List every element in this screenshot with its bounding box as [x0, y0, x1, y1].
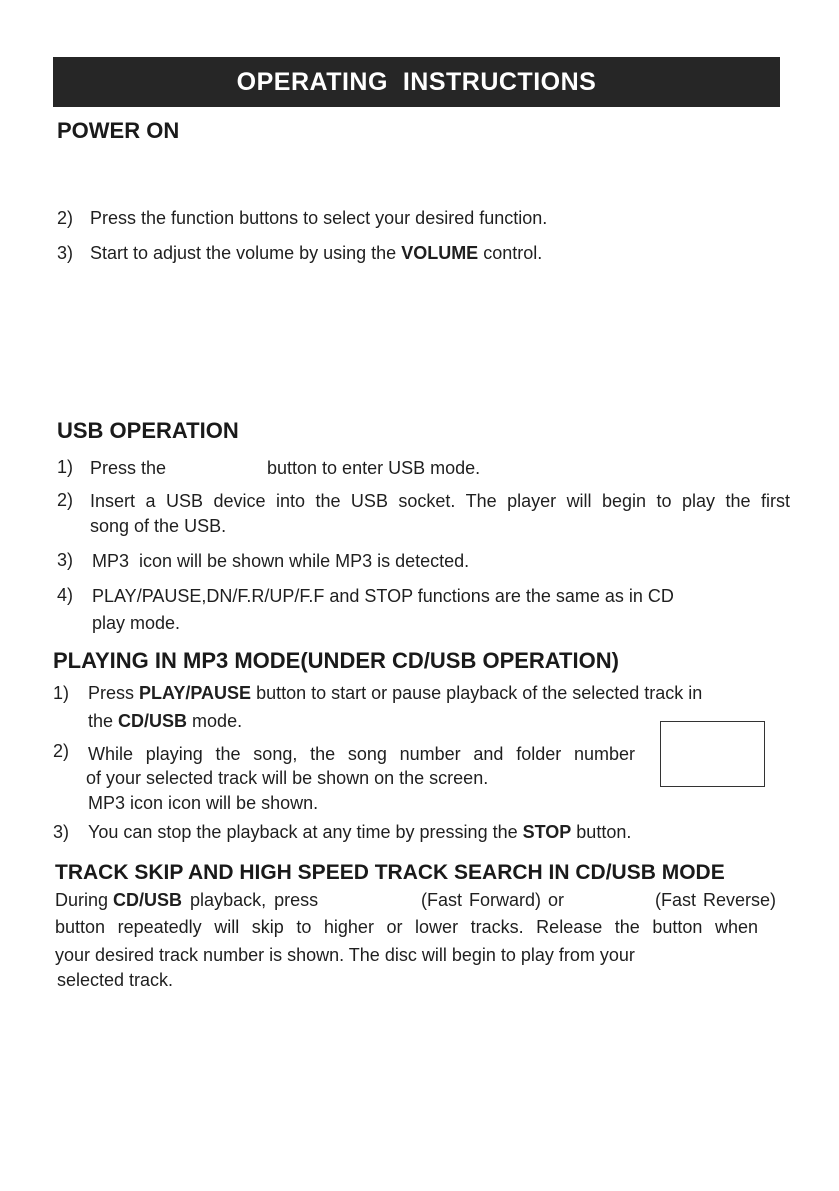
- mp3-item-2-number: 2): [53, 741, 70, 761]
- power-on-heading: POWER ON: [57, 118, 180, 143]
- usb-item-1-text-start: Press the: [90, 458, 167, 478]
- usb-item-2-line-2: song of the USB.: [90, 516, 227, 536]
- usb-item-2-line-1: Insert a USB device into the USB socket. The player will begin to play the first: [90, 491, 790, 511]
- usb-item-3-number: 3): [57, 550, 74, 570]
- mp3-item-1-line-1: Press PLAY/PAUSE button to start or pause playback of the selected track in: [88, 683, 703, 703]
- power-on-item-3-number: 3): [57, 243, 74, 263]
- mp3-item-3-text: You can stop the playback at any time by pressing the STOP button.: [88, 822, 632, 842]
- power-on-item-3-text: Start to adjust the volume by using the VOLUME control.: [90, 243, 543, 263]
- mp3-item-2-line-3: MP3 icon icon will be shown.: [88, 793, 319, 813]
- mp3-mode-heading: PLAYING IN MP3 MODE(UNDER CD/USB OPERATION): [53, 648, 619, 673]
- mp3-display-illustration-box: [660, 721, 765, 787]
- mp3-item-1-number: 1): [53, 683, 70, 703]
- mp3-item-2-line-1: While playing the song, the song number and folder number: [88, 744, 635, 764]
- usb-item-3-text: MP3 icon will be shown while MP3 is detected.: [92, 551, 470, 571]
- track-skip-line-1-start: During CD/USB playback, press: [55, 890, 319, 910]
- usb-item-4-line-1: PLAY/PAUSE,DN/F.R/UP/F.F and STOP functions are the same as in CD: [92, 586, 674, 606]
- usb-item-4-line-2: play mode.: [92, 613, 181, 633]
- power-on-item-2-text: Press the function buttons to select your desired function.: [90, 208, 548, 228]
- usb-item-1-text-end: button to enter USB mode.: [267, 458, 481, 478]
- track-skip-heading: TRACK SKIP AND HIGH SPEED TRACK SEARCH IN CD/USB MODE: [55, 861, 725, 884]
- usb-operation-heading: USB OPERATION: [57, 418, 239, 443]
- mp3-item-3-number: 3): [53, 822, 70, 842]
- track-skip-line-1-fast-forward: (Fast Forward) or: [421, 890, 565, 910]
- track-skip-line-2: button repeatedly will skip to higher or lower tracks. Release the button when: [55, 917, 758, 937]
- page-title: OPERATING INSTRUCTIONS: [236, 67, 597, 96]
- usb-item-4-number: 4): [57, 585, 74, 605]
- track-skip-line-4: selected track.: [57, 970, 174, 990]
- track-skip-line-1-fast-reverse: (Fast Reverse): [655, 890, 777, 910]
- page-title-banner: [53, 57, 780, 107]
- mp3-item-2-line-2: of your selected track will be shown on the screen.: [86, 768, 489, 788]
- mp3-item-1-line-2: the CD/USB mode.: [88, 711, 243, 731]
- power-on-item-2-number: 2): [57, 208, 74, 228]
- track-skip-line-3: your desired track number is shown. The disc will begin to play from your: [55, 945, 635, 965]
- usb-item-2-number: 2): [57, 490, 74, 510]
- usb-item-1-number: 1): [57, 457, 74, 477]
